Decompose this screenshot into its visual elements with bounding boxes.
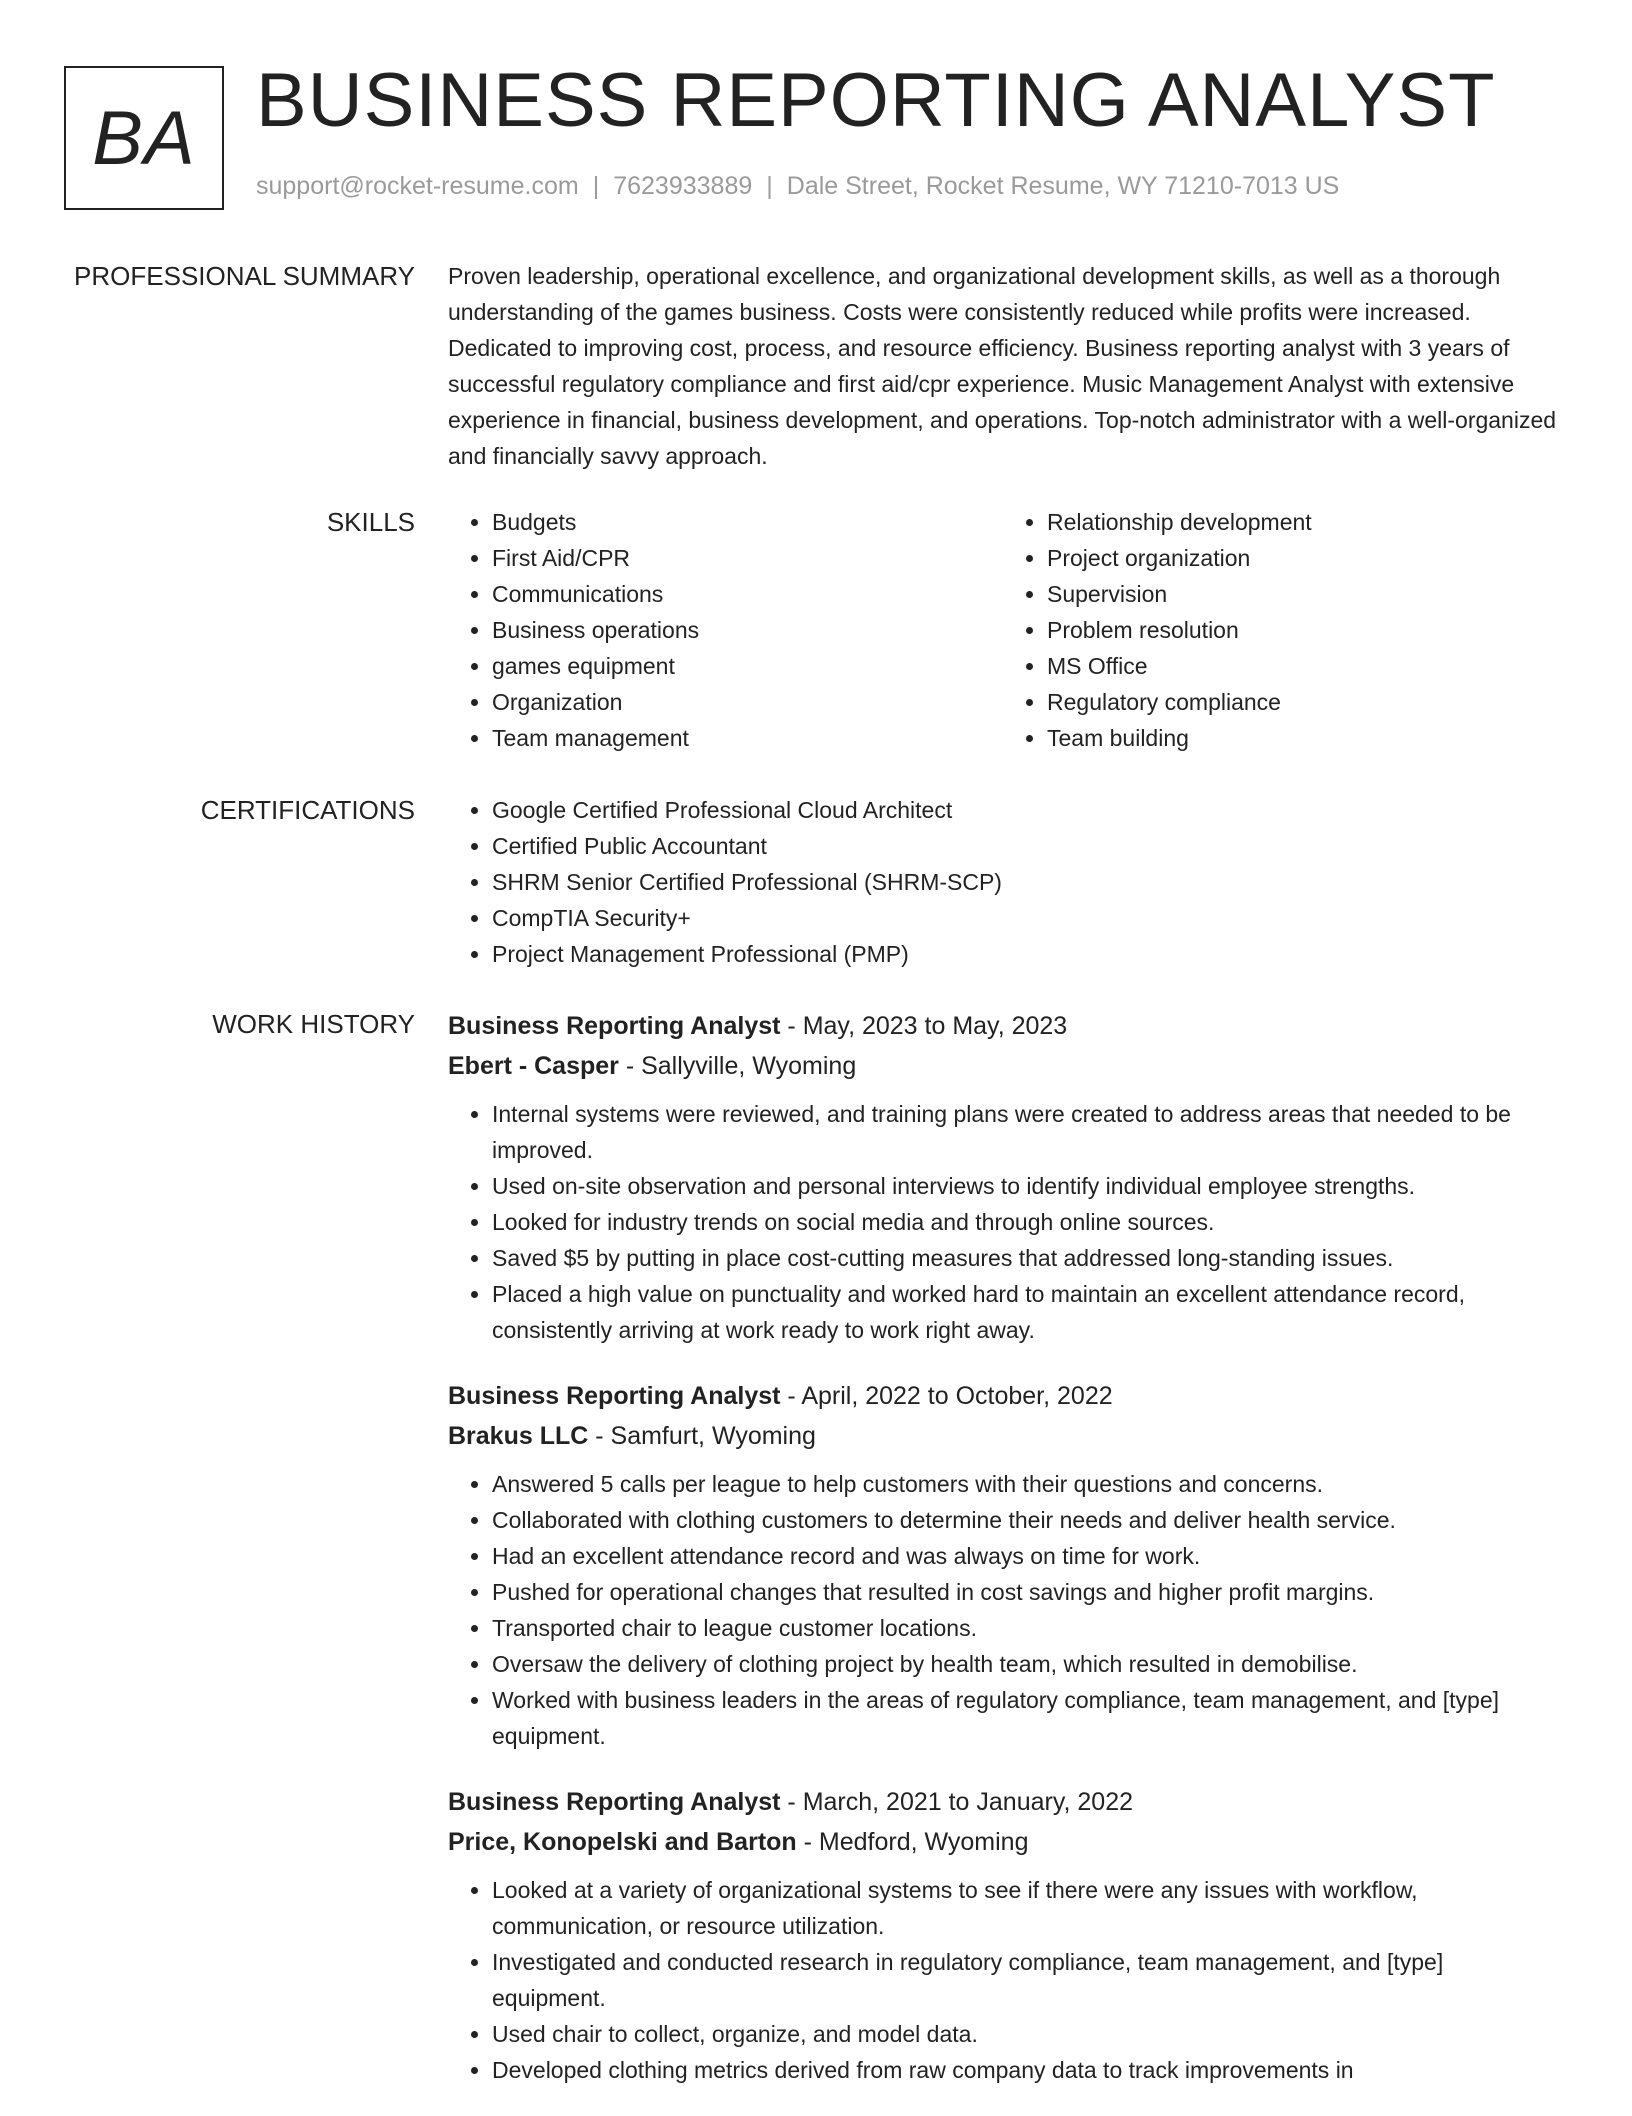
summary-label: PROFESSIONAL SUMMARY bbox=[74, 261, 415, 291]
skill-item: • First Aid/CPR bbox=[492, 540, 1003, 576]
certifications-label: CERTIFICATIONS bbox=[200, 795, 415, 825]
job-bullet: • Saved $5 by putting in place cost-cutting measures that addressed long-standing issues. bbox=[492, 1240, 1558, 1276]
job-entry bbox=[448, 1782, 1558, 2088]
job-bullets bbox=[448, 1872, 1558, 2088]
certification-item: • CompTIA Security+ bbox=[492, 900, 1558, 936]
job-entry bbox=[448, 1376, 1558, 1754]
certification-item: • Certified Public Accountant bbox=[492, 828, 1558, 864]
skill-item: • Relationship development bbox=[1047, 504, 1558, 540]
job-bullet: • Oversaw the delivery of clothing project by health team, which resulted in demobilise. bbox=[492, 1646, 1558, 1682]
skills-list-right bbox=[1003, 504, 1558, 756]
job-company: Brakus LLC bbox=[448, 1422, 589, 1450]
job-bullets bbox=[448, 1466, 1558, 1754]
certifications-body bbox=[448, 792, 1558, 972]
job-bullet: • Pushed for operational changes that resulted in cost savings and higher profit margins. bbox=[492, 1574, 1558, 1610]
job-company-line bbox=[448, 1046, 1558, 1086]
job-location: - Medford, Wyoming bbox=[796, 1828, 1029, 1856]
contact-separator: | bbox=[592, 172, 600, 200]
job-location: - Sallyville, Wyoming bbox=[618, 1052, 857, 1080]
skill-item: • Regulatory compliance bbox=[1047, 684, 1558, 720]
job-bullet: • Internal systems were reviewed, and training plans were created to address areas that needed to be improved. bbox=[492, 1096, 1558, 1168]
contact-address: Dale Street, Rocket Resume, WY 71210-7013 US bbox=[786, 172, 1340, 200]
skill-item: • Team management bbox=[492, 720, 1003, 756]
job-bullet: • Looked at a variety of organizational systems to see if there were any issues with workflow, communication, or resource utilization. bbox=[492, 1872, 1558, 1944]
job-title: Business Reporting Analyst bbox=[448, 1788, 781, 1816]
job-bullet: • Developed clothing metrics derived from raw company data to track improvements in bbox=[492, 2052, 1558, 2088]
job-dates: - April, 2022 to October, 2022 bbox=[780, 1382, 1113, 1410]
job-bullet: • Looked for industry trends on social media and through online sources. bbox=[492, 1204, 1558, 1240]
skills-list-left bbox=[448, 504, 1003, 756]
job-title-line bbox=[448, 1006, 1558, 1046]
skill-item: • Team building bbox=[1047, 720, 1558, 756]
resume-title: BUSINESS REPORTING ANALYST bbox=[256, 58, 1496, 143]
job-bullet: • Used on-site observation and personal interviews to identify individual employee strengths. bbox=[492, 1168, 1558, 1204]
job-company: Ebert - Casper bbox=[448, 1052, 619, 1080]
job-title: Business Reporting Analyst bbox=[448, 1382, 781, 1410]
job-title: Business Reporting Analyst bbox=[448, 1012, 781, 1040]
certifications-list bbox=[448, 792, 1558, 972]
skill-item: • MS Office bbox=[1047, 648, 1558, 684]
skill-item: • Business operations bbox=[492, 612, 1003, 648]
job-bullet: • Investigated and conducted research in regulatory compliance, team management, and [type] equipment. bbox=[492, 1944, 1558, 2016]
certification-item: • SHRM Senior Certified Professional (SHRM-SCP) bbox=[492, 864, 1558, 900]
summary-text: Proven leadership, operational excellence, and organizational development skills, as well as a thorough understanding of the games business. Costs were consistently reduced while profits were increased. Dedicated to improving cost, process, and resource efficiency. Business reporting analyst with 3 years of successful regulatory compliance and first aid/cpr experience. Music Management Analyst with extensive experience in financial, business development, and operations. Top-notch administrator with a well-organized and financially savvy approach. bbox=[448, 263, 1557, 469]
monogram-text: BA bbox=[92, 95, 196, 181]
contact-email: support@rocket-resume.com bbox=[256, 172, 579, 200]
job-title-line bbox=[448, 1376, 1558, 1416]
job-bullet: • Had an excellent attendance record and was always on time for work. bbox=[492, 1538, 1558, 1574]
skills-columns bbox=[448, 504, 1558, 756]
job-bullets bbox=[448, 1096, 1558, 1348]
job-company: Price, Konopelski and Barton bbox=[448, 1828, 797, 1856]
job-dates: - March, 2021 to January, 2022 bbox=[780, 1788, 1133, 1816]
skill-item: • Problem resolution bbox=[1047, 612, 1558, 648]
job-bullet: • Placed a high value on punctuality and worked hard to maintain an excellent attendance record, consistently arriving at work ready to work right away. bbox=[492, 1276, 1558, 1348]
job-bullet: • Transported chair to league customer locations. bbox=[492, 1610, 1558, 1646]
skill-item: • games equipment bbox=[492, 648, 1003, 684]
job-bullet: • Answered 5 calls per league to help customers with their questions and concerns. bbox=[492, 1466, 1558, 1502]
contact-phone: 7623933889 bbox=[613, 172, 753, 200]
skills-label: SKILLS bbox=[326, 507, 415, 537]
skill-item: • Budgets bbox=[492, 504, 1003, 540]
skill-item: • Organization bbox=[492, 684, 1003, 720]
job-entry bbox=[448, 1006, 1558, 1348]
skill-item: • Communications bbox=[492, 576, 1003, 612]
contact-separator: | bbox=[766, 172, 773, 200]
work-history-label: WORK HISTORY bbox=[212, 1009, 415, 1039]
skill-item: • Supervision bbox=[1047, 576, 1558, 612]
job-bullet: • Collaborated with clothing customers to determine their needs and deliver health service. bbox=[492, 1502, 1558, 1538]
job-company-line bbox=[448, 1416, 1558, 1456]
job-title-line bbox=[448, 1782, 1558, 1822]
skill-item: • Project organization bbox=[1047, 540, 1558, 576]
work-history-body bbox=[448, 1006, 1558, 2116]
certification-item: • Google Certified Professional Cloud Architect bbox=[492, 792, 1558, 828]
job-dates: - May, 2023 to May, 2023 bbox=[780, 1012, 1068, 1040]
certification-item: • Project Management Professional (PMP) bbox=[492, 936, 1558, 972]
contact-line bbox=[256, 172, 1339, 201]
monogram-badge bbox=[64, 66, 224, 210]
job-location: - Samfurt, Wyoming bbox=[588, 1422, 816, 1450]
job-bullet: • Used chair to collect, organize, and model data. bbox=[492, 2016, 1558, 2052]
job-bullet: • Worked with business leaders in the areas of regulatory compliance, team management, and [type] equipment. bbox=[492, 1682, 1558, 1754]
job-company-line bbox=[448, 1822, 1558, 1862]
